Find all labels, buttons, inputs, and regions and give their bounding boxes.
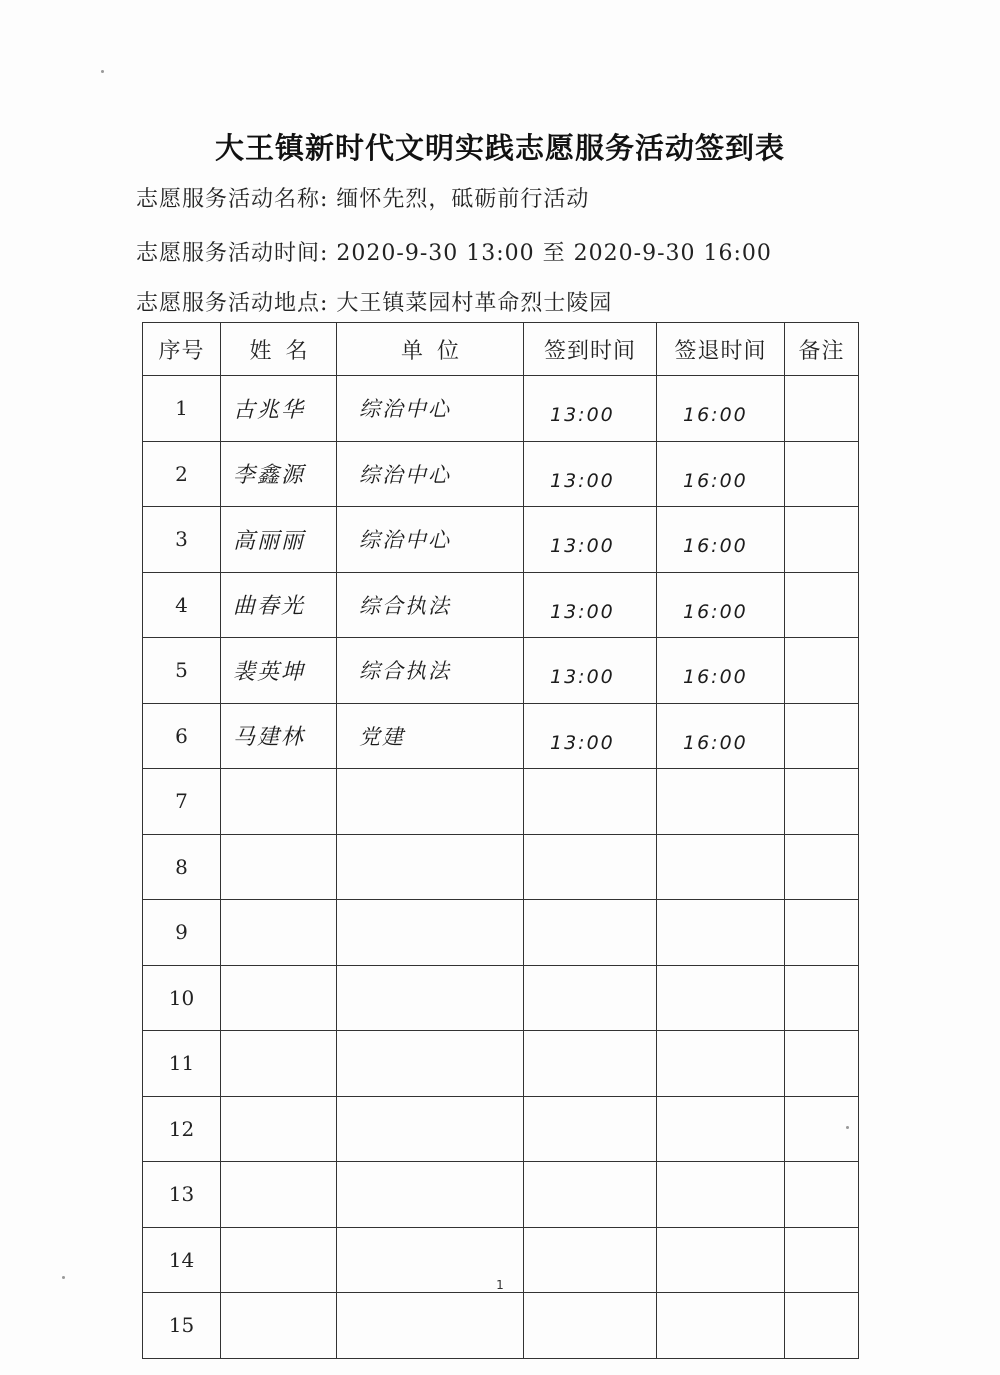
row-checkin (524, 1293, 657, 1359)
row-unit: 综治中心 (337, 376, 524, 442)
row-name (221, 834, 337, 900)
table-row (143, 572, 859, 638)
row-checkin: 13:00 (524, 703, 657, 769)
table-row (143, 834, 859, 900)
row-name: 马建林 (221, 703, 337, 769)
row-name (221, 1293, 337, 1359)
row-index: 5 (143, 638, 221, 704)
row-unit: 综治中心 (337, 507, 524, 573)
row-checkin (524, 900, 657, 966)
row-index: 6 (143, 703, 221, 769)
table-row (143, 769, 859, 835)
row-name: 李鑫源 (221, 441, 337, 507)
row-checkin: 13:00 (524, 572, 657, 638)
header-unit (337, 323, 524, 376)
row-remark (785, 507, 859, 573)
row-index: 7 (143, 769, 221, 835)
table-row (143, 507, 859, 573)
row-index: 3 (143, 507, 221, 573)
row-remark (785, 572, 859, 638)
table-body (143, 376, 859, 1359)
activity-place-line (136, 286, 612, 317)
table-header-row (143, 323, 859, 376)
activity-name-label: 志愿服务活动名称: (136, 187, 329, 212)
table-row (143, 638, 859, 704)
row-index: 14 (143, 1227, 221, 1293)
row-index: 15 (143, 1293, 221, 1359)
table-row (143, 376, 859, 442)
row-checkin: 13:00 (524, 507, 657, 573)
row-unit (337, 1162, 524, 1228)
row-checkout: 16:00 (657, 638, 785, 704)
row-checkout (657, 1031, 785, 1097)
table-row (143, 1031, 859, 1097)
row-unit (337, 834, 524, 900)
row-unit: 党建 (337, 703, 524, 769)
activity-time-value: 2020-9-30 13:00 至 2020-9-30 16:00 (336, 241, 772, 266)
row-unit: 综合执法 (337, 572, 524, 638)
row-checkout (657, 769, 785, 835)
row-checkout: 16:00 (657, 703, 785, 769)
row-name (221, 900, 337, 966)
header-index: 序号 (143, 323, 221, 376)
row-name (221, 769, 337, 835)
row-unit (337, 769, 524, 835)
row-checkout: 16:00 (657, 441, 785, 507)
header-checkin: 签到时间 (524, 323, 657, 376)
row-checkin (524, 1162, 657, 1228)
table-row (143, 900, 859, 966)
row-index: 1 (143, 376, 221, 442)
row-remark (785, 965, 859, 1031)
row-checkin (524, 965, 657, 1031)
activity-time-line (136, 236, 772, 267)
row-unit (337, 965, 524, 1031)
row-checkout (657, 1096, 785, 1162)
scan-speck (101, 70, 104, 73)
row-checkin (524, 769, 657, 835)
row-name: 裴英坤 (221, 638, 337, 704)
row-checkout: 16:00 (657, 572, 785, 638)
table-row (143, 1096, 859, 1162)
row-checkin (524, 1096, 657, 1162)
activity-place-value: 大王镇菜园村革命烈士陵园 (336, 291, 613, 316)
row-remark (785, 1162, 859, 1228)
row-remark (785, 638, 859, 704)
row-unit (337, 1031, 524, 1097)
header-name (221, 323, 337, 376)
row-index: 8 (143, 834, 221, 900)
row-index: 4 (143, 572, 221, 638)
row-checkin: 13:00 (524, 376, 657, 442)
signin-table (142, 322, 859, 1359)
row-name (221, 1162, 337, 1228)
row-unit: 综治中心 (337, 441, 524, 507)
row-checkin: 13:00 (524, 638, 657, 704)
page-title: 大王镇新时代文明实践志愿服务活动签到表 (214, 131, 785, 165)
scan-speck (62, 1276, 65, 1279)
row-remark (785, 1031, 859, 1097)
row-remark (785, 441, 859, 507)
header-checkout: 签退时间 (657, 323, 785, 376)
scan-speck (846, 1126, 849, 1129)
row-remark (785, 1293, 859, 1359)
row-name (221, 1031, 337, 1097)
row-checkin (524, 1031, 657, 1097)
row-remark (785, 900, 859, 966)
table-row (143, 1162, 859, 1228)
row-unit: 综合执法 (337, 638, 524, 704)
activity-place-label: 志愿服务活动地点: (136, 291, 329, 316)
row-remark (785, 769, 859, 835)
table-row (143, 441, 859, 507)
row-index: 9 (143, 900, 221, 966)
row-unit (337, 900, 524, 966)
row-index: 13 (143, 1162, 221, 1228)
row-name (221, 965, 337, 1031)
row-index: 10 (143, 965, 221, 1031)
row-checkout: 16:00 (657, 376, 785, 442)
row-checkout (657, 1293, 785, 1359)
row-name (221, 1096, 337, 1162)
row-checkin: 13:00 (524, 441, 657, 507)
row-index: 2 (143, 441, 221, 507)
row-checkout (657, 965, 785, 1031)
table-row (143, 965, 859, 1031)
row-checkout: 16:00 (657, 507, 785, 573)
row-unit (337, 1096, 524, 1162)
page-number: 1 (496, 1278, 504, 1292)
row-remark (785, 703, 859, 769)
row-checkout (657, 834, 785, 900)
row-index: 12 (143, 1096, 221, 1162)
row-remark (785, 834, 859, 900)
row-checkout (657, 1162, 785, 1228)
row-name: 曲春光 (221, 572, 337, 638)
row-name: 高丽丽 (221, 507, 337, 573)
row-checkout (657, 900, 785, 966)
activity-name-value: 缅怀先烈，砥砺前行活动 (336, 187, 590, 212)
header-name-text: 姓 名 (249, 338, 308, 364)
row-unit (337, 1293, 524, 1359)
header-unit-text: 单 位 (401, 338, 459, 364)
row-name: 古兆华 (221, 376, 337, 442)
header-remark: 备注 (785, 323, 859, 376)
row-remark (785, 376, 859, 442)
table-row (143, 703, 859, 769)
row-index: 11 (143, 1031, 221, 1097)
table-row (143, 1293, 859, 1359)
row-checkin (524, 834, 657, 900)
activity-time-label: 志愿服务活动时间: (136, 241, 329, 266)
activity-name-line (136, 182, 589, 213)
